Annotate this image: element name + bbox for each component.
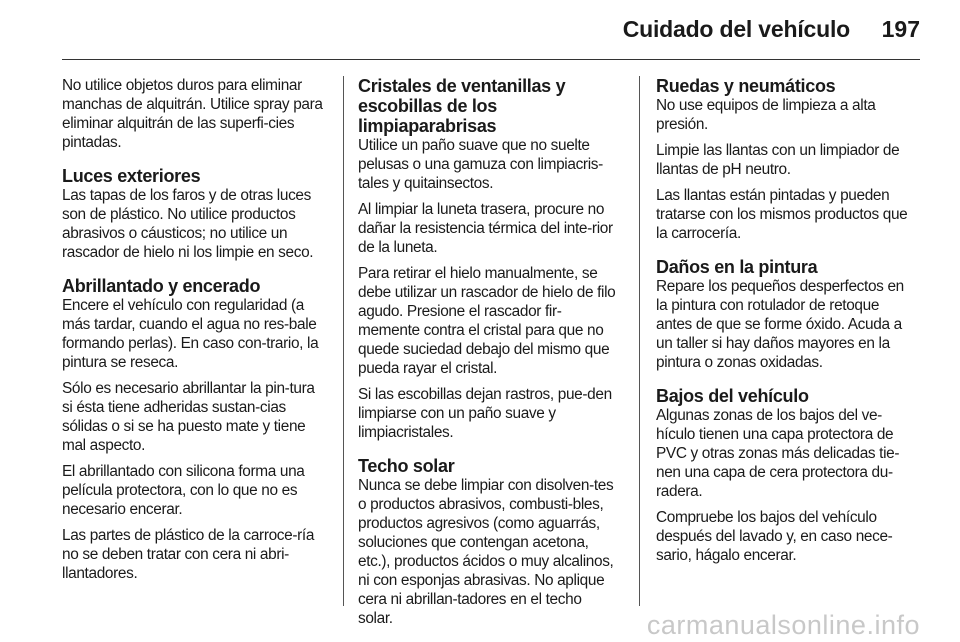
- section-underbody: [656, 386, 918, 565]
- header-divider: [62, 59, 920, 60]
- page-title: Cuidado del vehículo: [622, 16, 850, 42]
- paragraph: Las partes de plástico de la carroce-ría no se deben tratar con cera ni abri-llantadores.: [62, 527, 315, 582]
- paragraph: Las tapas de los faros y de otras luces son de plástico. No utilice productos abrasivos o cáusticos; no utilice un rascador de hielo ni los limpie en seco.: [62, 187, 314, 261]
- paragraph: Para retirar el hielo manualmente, se debe utilizar un rascador de hielo de filo agudo. Presione el rascador fir-memente contra el cristal para que no quede suciedad debajo del mismo que pueda rayar el cristal.: [358, 265, 616, 377]
- page-header: [0, 0, 960, 62]
- section-windows-wipers: [358, 76, 620, 442]
- column-divider: [639, 76, 640, 606]
- paragraph: Utilice un paño suave que no suelte pelusas o una gamuza con limpiacris-tales y quitainsectos.: [358, 137, 603, 192]
- paragraph: Al limpiar la luneta trasera, procure no dañar la resistencia térmica del inte-rior de la luneta.: [358, 201, 613, 256]
- page-number: 197: [881, 16, 920, 42]
- section-heading: Bajos del vehículo: [656, 386, 809, 406]
- section-polishing-waxing: [62, 276, 324, 583]
- section-tar-removal: [62, 76, 324, 152]
- section-heading: Cristales de ventanillas y escobillas de los limpiaparabrisas: [358, 76, 566, 136]
- section-heading: Abrillantado y encerado: [62, 276, 261, 296]
- paragraph: No utilice objetos duros para eliminar manchas de alquitrán. Utilice spray para eliminar alquitrán de las superfi-cies pintadas.: [62, 77, 323, 151]
- paragraph: Repare los pequeños desperfectos en la pintura con rotulador de retoque antes de que se forme óxido. Acuda a un taller si hay daños mayores en la pintura o zonas oxidadas.: [656, 278, 904, 371]
- section-heading: Techo solar: [358, 456, 455, 476]
- column-3: [656, 76, 918, 572]
- column-1: [62, 76, 324, 590]
- paragraph: Limpie las llantas con un limpiador de llantas de pH neutro.: [656, 142, 900, 178]
- paragraph: Sólo es necesario abrillantar la pin-tura si ésta tiene adheridas sustan-cias sólidas o si se ha puesto mate y tiene mal aspecto.: [62, 380, 315, 454]
- paragraph: Compruebe los bajos del vehículo después del lavado y, en caso nece-sario, hágalo encerar.: [656, 509, 893, 564]
- paragraph: Nunca se debe limpiar con disolven-tes o productos abrasivos, combusti-bles, productos agresivos (como aguarrás, soluciones que contengan acetona, etc.), productos ácidos o muy alcalinos, ni con esponjas abrasivas. No aplique cera ni abrillan-tadores en el techo solar.: [358, 477, 614, 627]
- paragraph: Encere el vehículo con regularidad (a más tardar, cuando el agua no res-bale formando perlas). En caso con-trario, la pintura se reseca.: [62, 297, 319, 371]
- section-heading: Ruedas y neumáticos: [656, 76, 836, 96]
- column-2: [358, 76, 620, 635]
- paragraph: Las llantas están pintadas y pueden tratarse con los mismos productos que la carrocería.: [656, 187, 908, 242]
- paragraph: Algunas zonas de los bajos del ve-hículo tienen una capa protectora de PVC y otras zonas más delicadas tie-nen una capa de cera protectora du-radera.: [656, 407, 900, 500]
- section-sunroof: [358, 456, 620, 628]
- section-heading: Luces exteriores: [62, 166, 201, 186]
- paragraph: No use equipos de limpieza a alta presión.: [656, 97, 876, 133]
- paragraph: El abrillantado con silicona forma una película protectora, con lo que no es necesario encerar.: [62, 463, 305, 518]
- section-paint-damage: [656, 257, 918, 372]
- paragraph: Si las escobillas dejan rastros, pue-den limpiarse con un paño suave y limpiacristales.: [358, 386, 612, 441]
- section-exterior-lights: [62, 166, 324, 262]
- watermark: carmanualsonline.info: [646, 610, 920, 640]
- column-divider: [343, 76, 344, 606]
- section-wheels-tyres: [656, 76, 918, 243]
- section-heading: Daños en la pintura: [656, 257, 818, 277]
